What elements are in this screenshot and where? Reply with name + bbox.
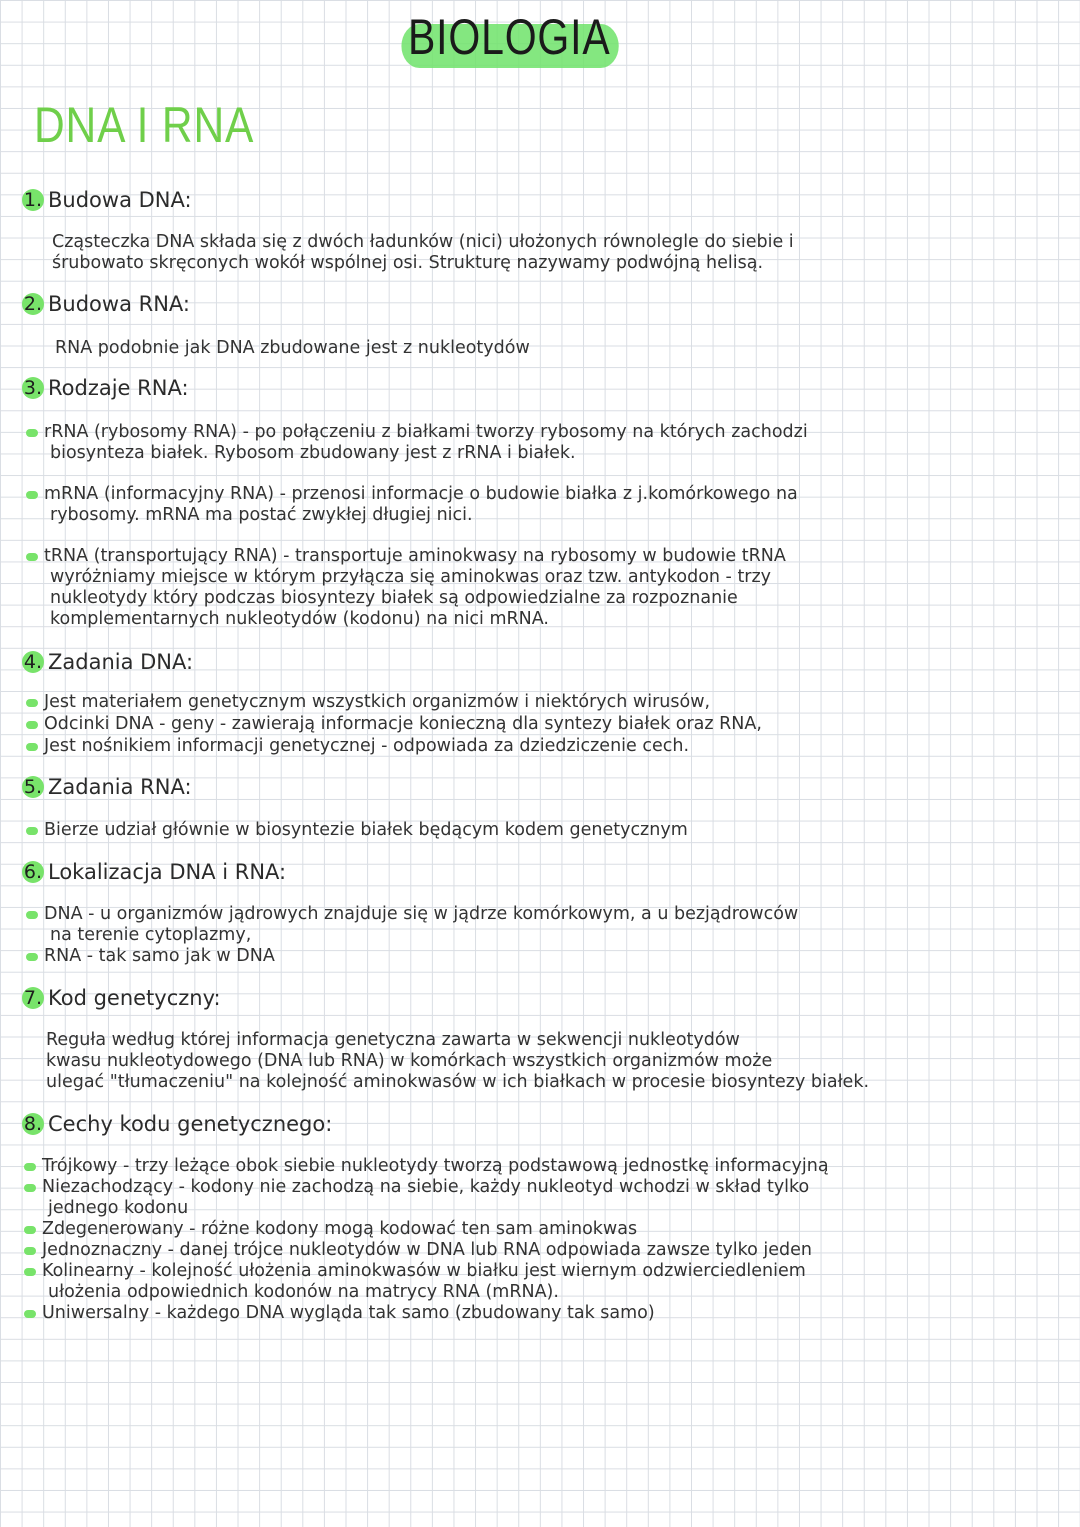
- bullet-text: RNA - tak samo jak w DNA: [32, 946, 275, 967]
- section-title: Kod genetyczny:: [48, 986, 221, 1010]
- text-line: ulegać "tłumaczeniu" na kolejność aminokwasów w ich białkach w procesie biosyntezy białek.: [46, 1072, 870, 1092]
- bullet-text: tRNA (transportujący RNA) - transportuje aminokwasy na rybosomy w budowie tRNA: [32, 546, 786, 567]
- bullet-text: Jest nośnikiem informacji genetycznej - odpowiada za dziedziczenie cech.: [32, 736, 689, 757]
- bullet-item: [30, 1303, 655, 1324]
- bullet-text: ułożenia odpowiednich kodonów na matrycy RNA (mRNA).: [48, 1282, 559, 1302]
- section-heading-7: [22, 986, 221, 1010]
- subtitle: DNA I RNA: [34, 97, 255, 153]
- section-number: 4.: [23, 651, 43, 673]
- bullet-text: Uniwersalny - każdego DNA wygląda tak samo (zbudowany tak samo): [30, 1303, 655, 1324]
- bullet-text: Jednoznaczny - danej trójce nukleotydów w DNA lub RNA odpowiada zawsze tylko jeden: [30, 1240, 812, 1261]
- section-heading-1: [22, 188, 192, 212]
- bullet-item: [32, 904, 798, 946]
- section-title: Budowa RNA:: [48, 292, 190, 316]
- bullet-text: komplementarnych nukleotydów (kodonu) na nici mRNA.: [50, 609, 549, 629]
- section-number: 1.: [23, 189, 43, 211]
- bullet-text: Trójkowy - trzy leżące obok siebie nukleotydy tworzą podstawową jednostkę informacyjną: [30, 1156, 829, 1177]
- section-number: 7.: [23, 987, 43, 1009]
- section-number: 2.: [23, 293, 43, 315]
- section-body-7: [46, 1030, 869, 1093]
- bullet-item: [32, 692, 710, 713]
- bullet-text: rybosomy. mRNA ma postać zwykłej długiej nici.: [50, 505, 473, 525]
- text-line: RNA podobnie jak DNA zbudowane jest z nukleotydów: [55, 338, 530, 358]
- bullet-item: [32, 484, 798, 526]
- bullet-text: nukleotydy który podczas biosyntezy białek są odpowiedzialne za rozpoznanie: [50, 588, 738, 608]
- bullet-text: DNA - u organizmów jądrowych znajduje się w jądrze komórkowym, a u bezjądrowców: [32, 904, 798, 925]
- section-title: Cechy kodu genetycznego:: [48, 1112, 333, 1136]
- bullet-text: Zdegenerowany - różne kodony mogą kodować ten sam aminokwas: [30, 1219, 637, 1240]
- section-number: 6.: [23, 861, 43, 883]
- section-number: 5.: [23, 776, 43, 798]
- page-title: BIOLOGIA: [408, 8, 611, 66]
- bullet-text: na terenie cytoplazmy,: [50, 925, 252, 945]
- bullet-item: [32, 422, 808, 464]
- bullet-text: Jest materiałem genetycznym wszystkich organizmów i niektórych wirusów,: [32, 692, 710, 713]
- text-line: śrubowato skręconych wokół wspólnej osi. Strukturę nazywamy podwójną helisą.: [52, 253, 764, 273]
- bullet-text: jednego kodonu: [48, 1198, 189, 1218]
- section-heading-8: [22, 1112, 332, 1136]
- bullet-item: [30, 1177, 809, 1219]
- section-body-1: [52, 232, 794, 274]
- section-heading-4: [22, 650, 193, 674]
- section-title: Lokalizacja DNA i RNA:: [48, 860, 287, 884]
- bullet-text: wyróżniamy miejsce w którym przyłącza się aminokwas oraz tzw. antykodon - trzy: [50, 567, 772, 587]
- section-body-2: [55, 338, 530, 359]
- section-heading-6: [22, 860, 286, 884]
- section-number: 3.: [23, 377, 43, 399]
- bullet-item: [30, 1156, 829, 1177]
- bullet-text: Kolinearny - kolejność ułożenia aminokwasów w białku jest wiernym odzwierciedleniem: [30, 1261, 806, 1282]
- section-title: Zadania DNA:: [48, 650, 194, 674]
- section-heading-3: [22, 376, 189, 400]
- bullet-item: [32, 736, 689, 757]
- bullet-text: rRNA (rybosomy RNA) - po połączeniu z białkami tworzy rybosomy na których zachodzi: [32, 422, 808, 443]
- section-title: Rodzaje RNA:: [48, 376, 189, 400]
- bullet-item: [30, 1219, 637, 1240]
- text-line: Reguła według której informacja genetyczna zawarta w sekwencji nukleotydów: [46, 1030, 740, 1050]
- section-heading-5: [22, 775, 192, 799]
- bullet-item: [32, 714, 762, 735]
- bullet-text: Niezachodzący - kodony nie zachodzą na siebie, każdy nukleotyd wchodzi w skład tylko: [30, 1177, 809, 1198]
- bullet-item: [30, 1240, 812, 1261]
- bullet-text: Bierze udział głównie w biosyntezie białek będącym kodem genetycznym: [32, 820, 688, 841]
- text-line: kwasu nukleotydowego (DNA lub RNA) w komórkach wszystkich organizmów może: [46, 1051, 773, 1071]
- bullet-item: [32, 946, 275, 967]
- bullet-item: [32, 546, 786, 630]
- section-heading-2: [22, 292, 190, 316]
- bullet-item: [30, 1261, 806, 1303]
- section-number: 8.: [23, 1113, 43, 1135]
- section-title: Zadania RNA:: [48, 775, 192, 799]
- bullet-text: biosynteza białek. Rybosom zbudowany jest z rRNA i białek.: [50, 443, 576, 463]
- bullet-item: [32, 820, 688, 841]
- text-line: Cząsteczka DNA składa się z dwóch ładunków (nici) ułożonych równolegle do siebie i: [52, 232, 794, 252]
- bullet-text: mRNA (informacyjny RNA) - przenosi informacje o budowie białka z j.komórkowego na: [32, 484, 798, 505]
- section-title: Budowa DNA:: [48, 188, 192, 212]
- bullet-text: Odcinki DNA - geny - zawierają informacje konieczną dla syntezy białek oraz RNA,: [32, 714, 762, 735]
